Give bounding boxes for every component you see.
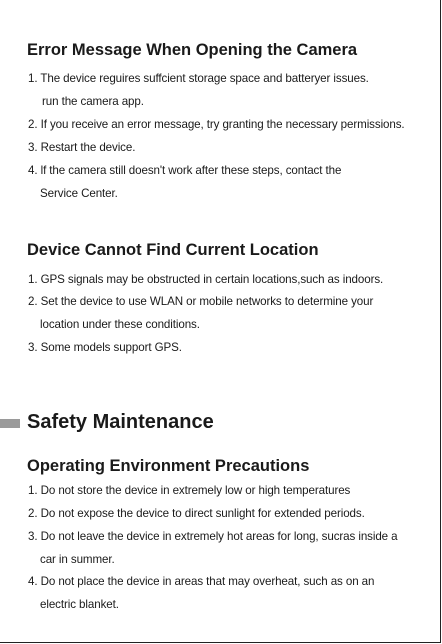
section-marker-bar xyxy=(0,419,20,428)
heading-safety-maintenance: Safety Maintenance xyxy=(27,411,214,433)
heading-location: Device Cannot Find Current Location xyxy=(27,241,319,259)
location-item-1: 1. GPS signals may be obstructed in certain locations,such as indoors. xyxy=(28,273,384,286)
camera-error-item-1-cont: run the camera app. xyxy=(42,95,144,108)
environment-item-4-cont: electric blanket. xyxy=(40,598,119,611)
environment-item-1: 1. Do not store the device in extremely low or high temperatures xyxy=(28,484,351,497)
heading-camera-error: Error Message When Opening the Camera xyxy=(27,41,358,59)
camera-error-item-2: 2. If you receive an error message, try granting the necessary permissions. xyxy=(28,118,405,131)
location-item-2: 2. Set the device to use WLAN or mobile networks to determine your xyxy=(28,295,374,308)
camera-error-item-4: 4. lf the camera still doesn't work after these steps, contact the xyxy=(28,164,342,177)
camera-error-item-3: 3. Restart the device. xyxy=(28,141,136,154)
camera-error-item-4-cont: Service Center. xyxy=(40,187,118,200)
environment-item-3-cont: car in summer. xyxy=(40,553,115,566)
location-item-3: 3. Some models support GPS. xyxy=(28,341,182,354)
camera-error-item-1: 1. The device reguires suffcient storage space and batteryer issues. xyxy=(28,72,369,85)
heading-operating-environment: Operating Environment Precautions xyxy=(27,457,310,475)
environment-item-2: 2. Do not expose the device to direct sunlight for extended periods. xyxy=(28,507,365,520)
location-item-2-cont: location under these conditions. xyxy=(40,318,200,331)
environment-item-3: 3. Do not leave the device in extremely hot areas for long, sucras inside a xyxy=(28,530,398,543)
environment-item-4: 4. Do not place the device in areas that may overheat, such as on an xyxy=(28,575,375,588)
